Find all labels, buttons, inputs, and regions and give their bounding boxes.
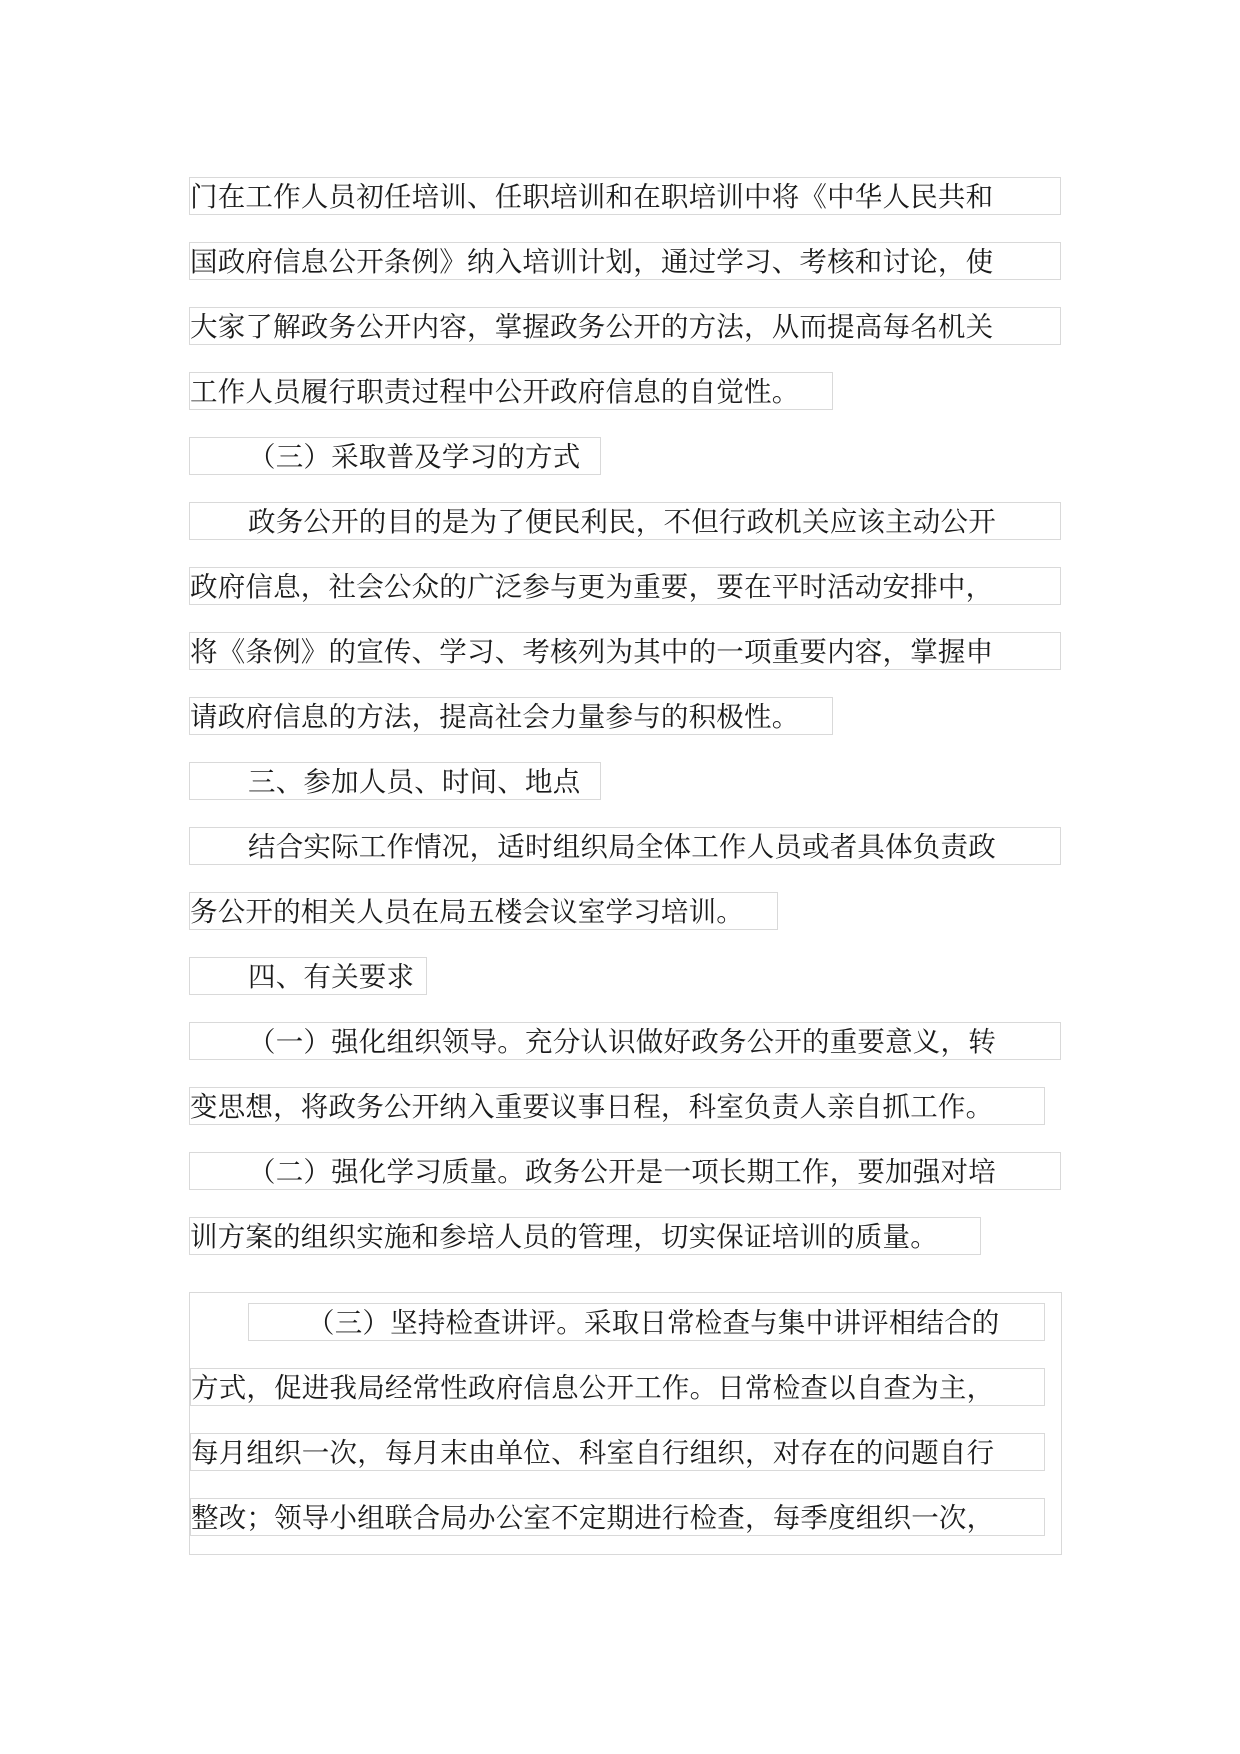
text-line: 大家了解政务公开内容，掌握政务公开的方法，从而提高每名机关 <box>189 307 1061 345</box>
text-line: 务公开的相关人员在局五楼会议室学习培训。 <box>189 892 778 930</box>
section-heading: （三）采取普及学习的方式 <box>189 437 601 475</box>
text-line: 门在工作人员初任培训、任职培训和在职培训中将《中华人民共和 <box>189 177 1061 215</box>
text-line: 方式，促进我局经常性政府信息公开工作。日常检查以自查为主， <box>190 1368 1045 1406</box>
text-line: （一）强化组织领导。充分认识做好政务公开的重要意义，转 <box>189 1022 1061 1060</box>
text-line: 工作人员履行职责过程中公开政府信息的自觉性。 <box>189 372 833 410</box>
section-heading: 三、参加人员、时间、地点 <box>189 762 601 800</box>
text-line: 政务公开的目的是为了便民利民，不但行政机关应该主动公开 <box>189 502 1061 540</box>
text-line: 国政府信息公开条例》纳入培训计划，通过学习、考核和讨论，使 <box>189 242 1061 280</box>
text-line: 将《条例》的宣传、学习、考核列为其中的一项重要内容，掌握申 <box>189 632 1061 670</box>
text-line: 请政府信息的方法，提高社会力量参与的积极性。 <box>189 697 833 735</box>
text-line: 整改；领导小组联合局办公室不定期进行检查，每季度组织一次， <box>190 1498 1045 1536</box>
text-line: 变思想，将政务公开纳入重要议事日程，科室负责人亲自抓工作。 <box>189 1087 1045 1125</box>
text-line: 政府信息，社会公众的广泛参与更为重要，要在平时活动安排中， <box>189 567 1061 605</box>
text-line: （二）强化学习质量。政务公开是一项长期工作，要加强对培 <box>189 1152 1061 1190</box>
text-line: 结合实际工作情况，适时组织局全体工作人员或者具体负责政 <box>189 827 1061 865</box>
bordered-text-block <box>189 1292 1062 1555</box>
text-line: 每月组织一次，每月末由单位、科室自行组织，对存在的问题自行 <box>190 1433 1045 1471</box>
text-line: （三）坚持检查讲评。采取日常检查与集中讲评相结合的 <box>248 1303 1045 1341</box>
text-line: 训方案的组织实施和参培人员的管理，切实保证培训的质量。 <box>189 1217 981 1255</box>
section-heading: 四、有关要求 <box>189 957 427 995</box>
